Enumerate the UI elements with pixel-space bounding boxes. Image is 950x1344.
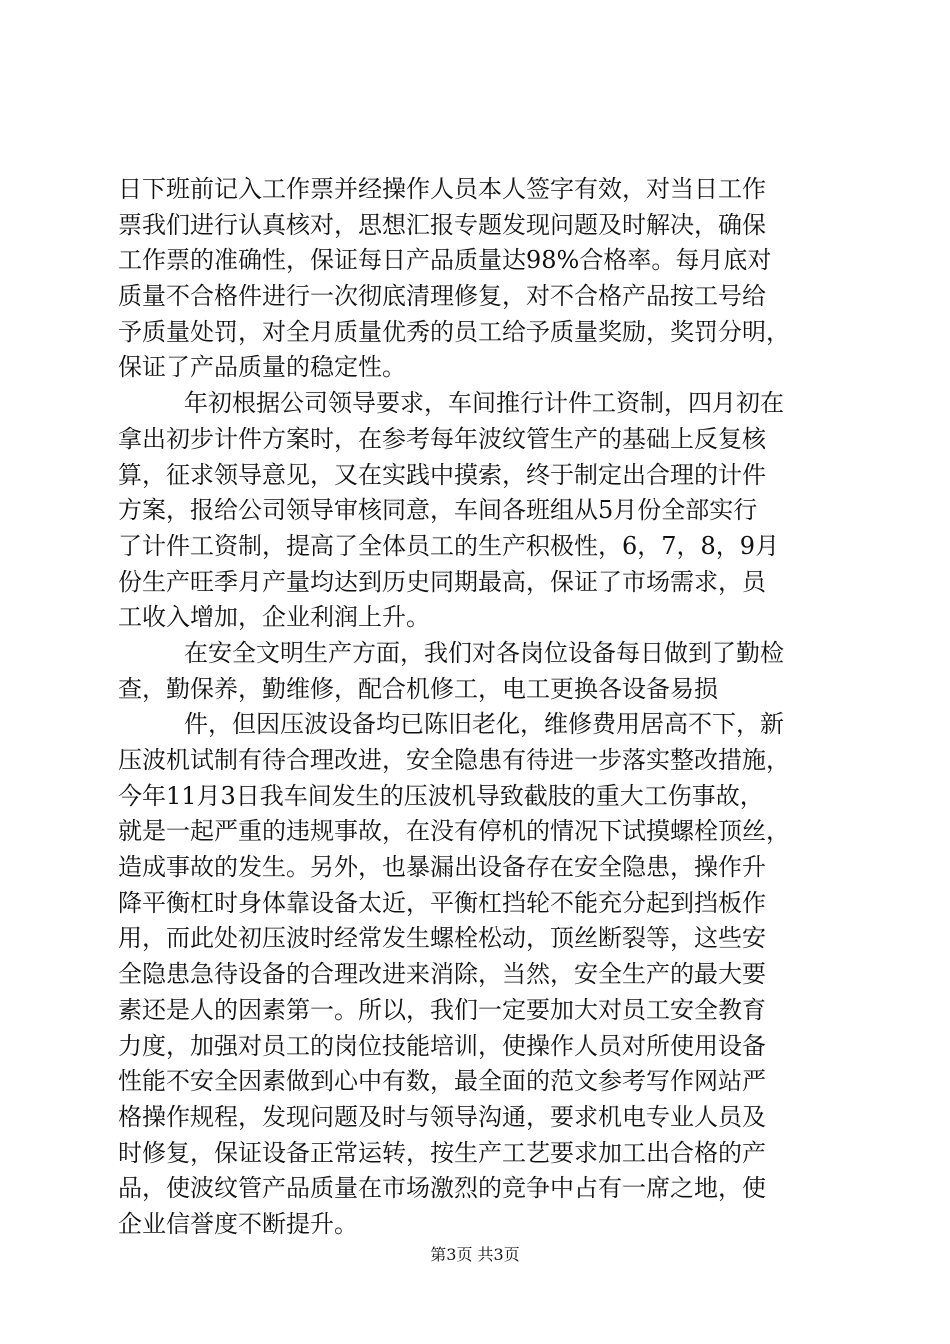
text-line: 压波机试制有待合理改进，安全隐患有待进一步落实整改措施， [118, 746, 790, 774]
text-line: 就是一起严重的违规事故，在没有停机的情况下试摸螺栓顶丝， [118, 817, 790, 846]
text-line: 予质量处罚，对全月质量优秀的员工给予质量奖励，奖罚分明， [118, 317, 790, 346]
text-line: 时修复，保证设备正常运转，按生产工艺要求加工出合格的产 [118, 1138, 766, 1167]
text-line: 力度，加强对员工的岗位技能培训，使操作人员对所使用设备 [118, 1031, 766, 1060]
text-line: 在安全文明生产方面，我们对各岗位设备每日做到了勤检 [184, 638, 784, 667]
text-line: 查，勤保养，勤维修，配合机修工，电工更换各设备易损 [118, 674, 718, 703]
text-line: 用，而此处初压波时经常发生螺栓松动，顶丝断裂等，这些安 [118, 924, 766, 953]
text-line: 方案，报给公司领导审核同意，车间各班组从5月份全部实行 [118, 496, 758, 525]
text-line: 保证了产品质量的稳定性。 [118, 353, 406, 382]
text-line: 素还是人的因素第一。所以，我们一定要加大对员工安全教育 [118, 995, 766, 1024]
text-line: 降平衡杠时身体靠设备太近，平衡杠挡轮不能充分起到挡板作 [118, 888, 766, 917]
text-line: 今年11月3日我车间发生的压波机导致截肢的重大工伤事故， [118, 781, 764, 810]
text-line: 品，使波纹管产品质量在市场激烈的竞争中占有一席之地，使 [118, 1174, 766, 1203]
body-text [118, 172, 838, 1243]
text-line: 全隐患急待设备的合理改进来消除，当然，安全生产的最大要 [118, 960, 766, 989]
text-line: 票我们进行认真核对，思想汇报专题发现问题及时解决，确保 [118, 210, 766, 239]
text-line: 格操作规程，发现问题及时与领导沟通，要求机电专业人员及 [118, 1102, 766, 1131]
text-line: 年初根据公司领导要求，车间推行计件工资制，四月初在 [184, 389, 784, 418]
text-line: 件，但因压波设备均已陈旧老化，维修费用居高不下，新 [184, 710, 784, 739]
text-line: 拿出初步计件方案时，在参考每年波纹管生产的基础上反复核 [118, 424, 766, 453]
text-line: 工收入增加，企业利润上升。 [118, 603, 430, 632]
text-line: 性能不安全因素做到心中有数，最全面的范文参考写作网站严 [118, 1067, 766, 1096]
text-line: 了计件工资制，提高了全体员工的生产积极性，6，7，8，9月 [118, 531, 780, 560]
text-line: 工作票的准确性，保证每日产品质量达98%合格率。每月底对 [118, 246, 772, 275]
text-line: 份生产旺季月产量均达到历史同期最高，保证了市场需求，员 [118, 567, 766, 596]
text-line: 企业信誉度不断提升。 [118, 1209, 358, 1238]
text-line: 日下班前记入工作票并经操作人员本人签字有效，对当日工作 [118, 175, 766, 203]
text-line: 质量不合格件进行一次彻底清理修复，对不合格产品按工号给 [118, 282, 766, 311]
page-footer: 第3页 共3页 [430, 1245, 520, 1264]
text-line: 造成事故的发生。另外，也暴漏出设备存在安全隐患，操作升 [118, 853, 766, 882]
text-line: 算，征求领导意见，又在实践中摸索，终于制定出合理的计件 [118, 460, 766, 489]
